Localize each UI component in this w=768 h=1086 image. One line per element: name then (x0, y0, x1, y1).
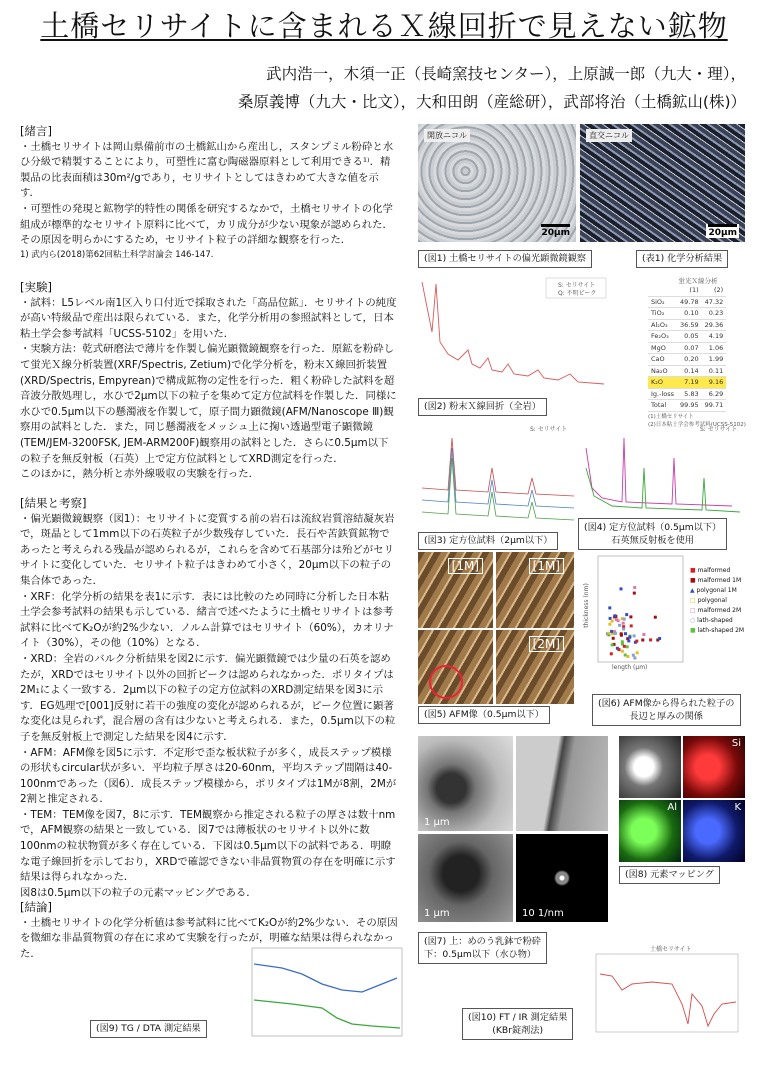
table1-value-cell: 5.83 (677, 388, 702, 400)
table1-value-cell: 36.59 (677, 319, 702, 331)
fig5-caption: (図5) AFM像（0.5μm以下） (418, 706, 550, 724)
fig4-caption-line-1: (図4) 定方位試料（0.5μm以下） (584, 522, 722, 533)
table1-value-cell: 7.19 (677, 377, 702, 389)
fig6-legend-label: malformed 1M (697, 577, 742, 584)
fig3-line-2 (422, 448, 574, 508)
fig6-point (622, 628, 625, 631)
fig6-legend-label: polygonal (697, 597, 727, 604)
fig6-point (627, 639, 630, 642)
fig6-point (625, 613, 628, 616)
table1-caption: (表1) 化学分析結果 (636, 250, 728, 268)
fig8-al-map (619, 800, 681, 862)
table1-oxide-cell: Ig.-loss (648, 388, 677, 400)
fig9-caption: (図9) TG / DTA 測定結果 (90, 1020, 207, 1038)
fig6-point (622, 622, 625, 625)
fig6-legend-item (690, 576, 744, 586)
fig6-caption-line-1: (図6) AFM像から得られた粒子の (598, 698, 735, 709)
fig6-point (613, 614, 616, 617)
fig6-legend-marker: ■ (690, 567, 698, 574)
fig6-legend-label: lath-shaped (697, 617, 733, 624)
table1-value-cell: 1.06 (702, 342, 727, 354)
fig4-svg (582, 418, 744, 518)
authors-line-1: 武内浩一，木須一正（長崎窯技センター），上原誠一郎（九大・理）， (266, 65, 746, 83)
fig6-ylabel: thickness (nm) (582, 583, 590, 628)
table1-row (648, 342, 726, 354)
intro-reference: 1) 武内ら(2018)第62回粘土科学討論会 146-147. (20, 249, 214, 260)
intro-paragraph-1: ・土橋セリサイトは岡山県備前市の土橋鉱山から産出し，スタンプミル粉砕と水ひ分級で精製することにより，可塑性に富む陶磁器原料として利用できる¹⁾．精製品の比表面積は30m²/gであり，セリサイトとしてはきわめて大きな値を示す． (20, 140, 394, 200)
fig6-legend-marker: □ (690, 597, 698, 604)
fig6-point (621, 640, 624, 643)
table1-note-1: (1)土橋セリサイト (648, 413, 694, 420)
table1-value-cell: 0.11 (702, 365, 727, 377)
results-paragraph-2: ・XRF：化学分析の結果を表1に示す．表には比較のため同時に分析した日本粘土学会参考試料の結果も示している．緒言で述べたように土橋セリサイトは参考試料に比べてK₂Oが約2%少ない．ノルム計算ではセリサイト（60%），カオリナイト（30%），その他（10%）となる． (20, 590, 394, 650)
fig6-point (658, 637, 661, 640)
fig6-point (618, 648, 621, 651)
table1 (648, 276, 748, 428)
table1-note-2: (2)日本粘土学会参考試料(UCSS-5102) (648, 421, 746, 428)
table1-value-cell: 6.29 (702, 388, 727, 400)
fig6-point (633, 592, 636, 595)
fig6-point (636, 651, 639, 654)
fig5-afm-image-1 (418, 552, 493, 628)
table1-value-cell: 47.32 (702, 296, 727, 308)
fig10-svg (592, 944, 742, 1036)
fig6-point (630, 624, 633, 627)
section-intro (20, 124, 398, 261)
fig6-point (626, 645, 629, 648)
fig6-point (624, 654, 627, 657)
table1-row (648, 377, 726, 389)
table1-row (648, 354, 726, 366)
fig7-tem-image-2 (516, 736, 608, 831)
fig6-point (641, 639, 644, 642)
fig10-plot-title: 土橋セリサイト (650, 946, 692, 953)
table1-row (648, 365, 726, 377)
fig1-scale-left: 20μm (541, 224, 570, 238)
fig6-point (617, 619, 620, 622)
fig10-caption-line-2: (KBr錠剤法) (492, 1025, 544, 1036)
fig6-legend-item (690, 626, 744, 636)
section-results (20, 496, 398, 901)
table1-oxide-cell: Total (648, 400, 677, 412)
fig4-legend: S: セリサイト (700, 426, 738, 433)
fig6-point (633, 586, 636, 589)
fig3-xrd-oriented-plot (418, 418, 578, 528)
fig2-caption: (図2) 粉末Ｘ線回折（全岩） (418, 398, 547, 416)
fig8-label-si: Si (731, 738, 741, 749)
table1-corner (648, 285, 677, 296)
fig1-scale-right: 20μm (706, 224, 739, 238)
fig6-point (642, 633, 645, 636)
fig6-caption-line-2: 長辺と厚みの関係 (629, 711, 703, 722)
table1-oxide-cell: CaO (648, 354, 677, 366)
fig5-label-3: [2M] (529, 636, 564, 652)
table1-oxide-cell: MgO (648, 342, 677, 354)
fig5-afm-image-2 (496, 552, 574, 628)
fig6-point (611, 643, 614, 646)
fig6-xlabel: length (μm) (612, 664, 648, 671)
fig6-point (620, 587, 623, 590)
fig8-label-k: K (734, 802, 741, 813)
fig1-open-nicol-label: 開放ニコル (424, 129, 470, 142)
fig6-point (611, 620, 614, 623)
results-heading: [結果と考察] (20, 496, 87, 510)
fig7-tem-image-1 (418, 736, 513, 831)
fig3-line-3 (422, 458, 574, 520)
results-paragraph-6: 図8は0.5μm以下の粒子の元素マッピングである． (20, 886, 257, 899)
fig6-point (632, 654, 635, 657)
fig1-cross-nicol-image (580, 124, 745, 242)
fig4-caption-line-2: 石英無反射板を使用 (611, 535, 694, 546)
fig6-legend-marker: ■ (690, 627, 698, 634)
fig7-scale-1: 1 μm (424, 817, 450, 828)
table1-value-cell: 0.20 (677, 354, 702, 366)
table1-col-header-row (648, 285, 726, 296)
fig6-legend-marker: ○ (690, 617, 698, 624)
fig6-point (654, 616, 657, 619)
fig6-scatter (578, 552, 753, 694)
table1-oxide-cell: Na₂O (648, 365, 677, 377)
fig7-diffraction-image (516, 834, 608, 922)
fig6-point (610, 652, 613, 655)
fig6-legend-label: lath-shaped 2M (697, 627, 745, 634)
fig6-point (608, 623, 611, 626)
fig5-afm-image-4 (496, 630, 574, 704)
fig2-legend-2: Q: 不明ピーク (558, 290, 597, 297)
fig7-tem-image-3 (418, 834, 513, 922)
fig6-legend (690, 566, 744, 636)
fig6-legend-item (690, 606, 744, 616)
fig6-point (629, 615, 632, 618)
fig2-legend-1: S: セリサイト (558, 282, 596, 289)
conclusion-heading: [結論] (20, 900, 52, 914)
results-paragraph-4: ・AFM：AFM像を図5に示す．不定形で歪な板状粒子が多く，成長ステップ模様の形状もcircular状が多い．平均粒子厚さは20-60nm，平均ステップ間隔は40-100nmであった（図6）．成長ステップ模様から，ポリタイプは1Mが8割，2Mが2割と推定される． (20, 746, 397, 806)
fig6-legend-marker: □ (690, 607, 698, 614)
table1-value-cell: 0.10 (677, 308, 702, 320)
authors-line-2: 桑原義博（九大・比文），大和田朗（産総研），武部将治（土橋鉱山(株)） (237, 93, 746, 111)
fig6-legend-item (690, 616, 744, 626)
section-experiment (20, 280, 398, 483)
experiment-paragraph-2: ・実験方法：乾式研磨法で薄片を作製し偏光顕微鏡観察を行った．原鉱を粉砕して蛍光Ｘ線分析装置(XRF/Spectris, Zetium)で化学分析を，粉末Ｘ線回折装置(XRD/Spectris, Empyrean)で構成鉱物の定性を行った．粗く粉砕した試料を超音波分散処理し，水ひで2μm以下の粒子を集めて定方位試料を作製した．同様に水ひで0.5μm以下の懸濁液を作製して，原子間力顕微鏡(AFM/Nanoscope Ⅲ)観察用の試料とした．また，同じ懸濁液をメッシュ上に掬い透過型電子顕微鏡(TEM/JEM-3200FSK, JEM-ARM200F)観察用の試料とした．さらに0.5μm以下の粒子を無反射板（石英）上で定方位試料としてXRD測定を行った． (20, 343, 397, 465)
fig2-xrd-plot (418, 272, 610, 392)
fig6-legend-label: polygonal 1M (696, 587, 737, 594)
fig6-legend-item (690, 566, 744, 576)
fig6-point (609, 617, 612, 620)
fig7-caption (418, 932, 547, 964)
table1-value-cell: 9.16 (702, 377, 727, 389)
fig3-legend: S: セリサイト (530, 426, 568, 433)
fig8-caption: (図8) 元素マッピング (619, 866, 720, 884)
fig7-caption-line-1: (図7) 上：めのう乳鉢で粉砕 (424, 936, 541, 947)
fig4-caption (578, 518, 727, 550)
fig7-scale-4: 10 1/nm (522, 908, 564, 919)
fig6-point (618, 624, 621, 627)
table1-oxide-cell: K₂O (648, 377, 677, 389)
table1-col-1: (1) (677, 285, 702, 296)
fig6-point (633, 657, 636, 660)
fig5-red-circle (418, 630, 493, 704)
fig6-caption (592, 694, 741, 726)
fig4-line-1 (586, 438, 732, 506)
fig9-svg (232, 944, 408, 1044)
fig6-point (608, 606, 611, 609)
fig3-line-1 (422, 438, 574, 496)
table1-value-cell: 49.78 (677, 296, 702, 308)
table1-value-cell: 99.95 (677, 400, 702, 412)
fig6-point (623, 618, 626, 621)
fig6-point (624, 632, 627, 635)
fig4-xrd-plot (582, 418, 744, 518)
fig6-legend-label: malformed 2M (697, 607, 742, 614)
fig6-point (621, 650, 624, 653)
fig6-point (612, 637, 615, 640)
table1-header: 蛍光Ｘ線分析 (678, 277, 718, 285)
table1-oxide-cell: Al₂O₃ (648, 319, 677, 331)
fig1-cross-nicol-label: 直交ニコル (586, 129, 632, 142)
fig10-ftir-plot (592, 944, 742, 1036)
table1-value-cell: 1.99 (702, 354, 727, 366)
fig6-point (623, 645, 626, 648)
fig6-point (649, 638, 652, 641)
results-paragraph-5: ・TEM：TEM像を図7，8に示す．TEM観察から推定される粒子の厚さは数十nmで，AFM観察の結果と一致している．図7では薄板状のセリサイト以外に数100nmの粒状物質が多く存在している．下図は0.5μm以下の試料である．明瞭な電子線回折を示しており，XRDで確認できない非晶質物質の存在を明確に示す結果は得られなかった． (20, 808, 396, 884)
table1-value-cell: 0.23 (702, 308, 727, 320)
fig6-point (610, 630, 613, 633)
fig10-caption-line-1: (図10) FT / IR 測定結果 (468, 1012, 568, 1023)
fig9-tg-dta-plot (232, 944, 408, 1044)
fig8-sem-image (619, 736, 681, 798)
fig6-legend-item (690, 596, 744, 606)
fig6-legend-item (690, 586, 744, 596)
results-paragraph-1: ・偏光顕微鏡観察（図1）：セリサイトに変質する前の岩石は流紋岩質溶結凝灰岩で，斑晶として1mm以下の石英粒子が少数残存していた．長石や苦鉄質鉱物であったと考えられる残晶が認められるが，これらを含めて石基部分は殆どがセリサイトに変化していた．セリサイト粒子はきわめて小さく，20μm以下の粒子の集合体であった． (20, 512, 395, 587)
fig6-point (614, 632, 617, 635)
intro-heading: [緒言] (20, 124, 52, 138)
poster-title: 土橋セリサイトに含まれるＸ線回折で見えない鉱物 (40, 9, 728, 43)
fig8-k-map (683, 800, 745, 862)
fig9-frame (252, 948, 402, 1036)
table1-oxide-cell: SiO₂ (648, 296, 677, 308)
fig6-point (620, 634, 623, 637)
conclusion-paragraph-1: ・土橋セリサイトの化学分析値は参考試料に比べてK₂Oが約2%少ない．その原因を微細な非晶質物質の存在に求めて実験を行ったが，明確な結果は得られなかった． (20, 916, 398, 960)
table1-value-cell: 0.07 (677, 342, 702, 354)
fig10-frame (596, 954, 738, 1032)
fig6-legend-label: malformed (697, 567, 731, 574)
fig5-label-2: [1M] (529, 558, 564, 574)
table1-value-cell: 29.36 (702, 319, 727, 331)
table1-row (648, 319, 726, 331)
fig6-point (626, 655, 629, 658)
table1-value-cell: 4.19 (702, 331, 727, 343)
fig6-point (635, 640, 638, 643)
fig8-label-al: Al (667, 802, 677, 813)
fig6-legend-marker: ▲ (690, 587, 697, 594)
table1-row (648, 331, 726, 343)
table1-value-cell: 0.14 (677, 365, 702, 377)
table1-row (648, 388, 726, 400)
fig3-caption: (図3) 定方位試料（2μm以下） (418, 532, 558, 550)
experiment-heading: [実験] (20, 280, 52, 294)
fig1-caption: (図1) 土橋セリサイトの偏光顕微鏡観察 (418, 250, 592, 268)
table1-value-cell: 99.71 (702, 400, 727, 412)
fig7-caption-line-2: 下：0.5μm以下（水ひ物） (424, 949, 537, 960)
table1-oxide-cell: TiO₂ (648, 308, 677, 320)
fig8-si-map (683, 736, 745, 798)
table1-grid (648, 285, 726, 412)
table1-row (648, 400, 726, 412)
fig5-label-1: [1M] (448, 558, 483, 574)
results-paragraph-3: ・XRD：全岩のバルク分析結果を図2に示す．偏光顕微鏡では少量の石英を認めたが，XRDではセリサイト以外の回折ピークは認められなかった．ポリタイプは2M₁によく一致する．2μm以下の粒子の定方位試料のXRD測定結果を図3に示す．EG処理で[001]反射に若干の強度の変化が認められるが，ピーク位置に顕著な変化は見られず，混合層の含有は少ないと考えられる．また，0.5μm以下の粒子を無反射板上で測定した結果を図4に示す． (20, 652, 396, 743)
experiment-paragraph-1: ・試料：L5レベル南1区入り口付近で採取された「高品位鉱」．セリサイトの純度が高い特級品で産出は限られている．また，化学分析用の参照試料として，日本粘土学会参考試料「UCSS-5102」を用いた． (20, 296, 397, 340)
fig6-point (628, 636, 631, 639)
table1-oxide-cell: Fe₂O₃ (648, 331, 677, 343)
table1-row (648, 308, 726, 320)
fig6-point (607, 632, 610, 635)
table1-col-2: (2) (702, 285, 727, 296)
table1-row (648, 296, 726, 308)
intro-paragraph-2: ・可塑性の発現と鉱物学的特性の関係を研究するなかで，土橋セリサイトの化学組成が標準的なセリサイト原料に比べて，カリ成分が少ない現象が認められた．その原因を明らかにするため，セリサイト粒子の詳細な観察を行った． (20, 202, 393, 247)
fig10-caption (462, 1008, 573, 1040)
fig3-svg (418, 418, 578, 528)
table1-value-cell: 0.05 (677, 331, 702, 343)
fig7-scale-3: 1 μm (424, 908, 450, 919)
fig6-legend-marker: ■ (690, 577, 698, 584)
fig1-open-nicol-image (418, 124, 576, 242)
experiment-paragraph-3: このほかに，熱分析と赤外線吸収の実験を行った． (20, 468, 259, 481)
fig6-point (633, 634, 636, 637)
fig5-afm-image-3 (418, 630, 493, 704)
